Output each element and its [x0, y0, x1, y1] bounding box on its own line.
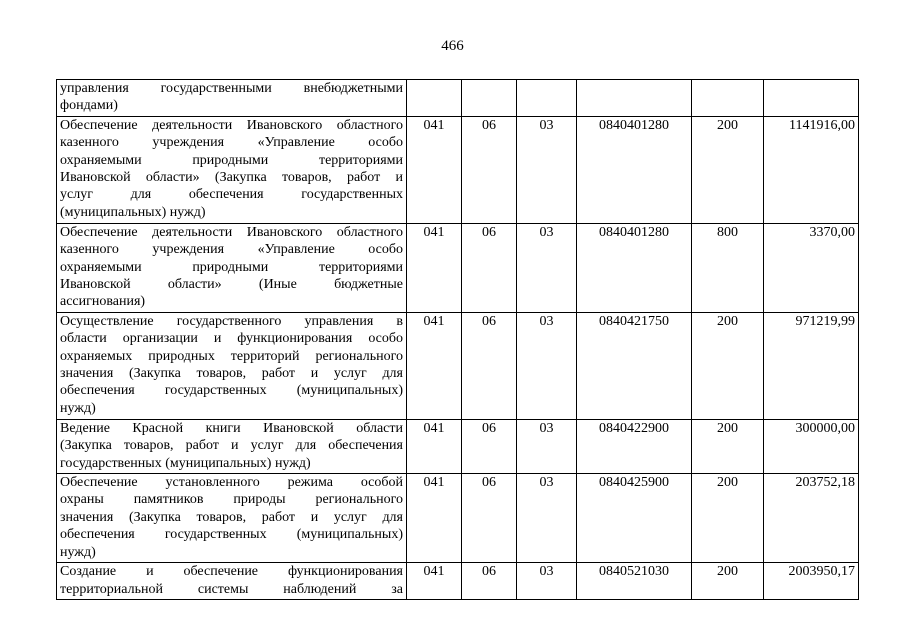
grbs-code-cell: 041 — [407, 116, 462, 223]
description-line: (Закупка товаров, работ и услуг для обеспечения — [60, 438, 403, 454]
subsection-code-cell: 03 — [517, 419, 577, 473]
grbs-code-cell — [407, 80, 462, 117]
table-row — [57, 312, 859, 419]
target-article-cell: 0840422900 — [577, 419, 692, 473]
target-article-cell — [577, 80, 692, 117]
description-line: Обеспечение установленного режима особой — [60, 475, 403, 491]
description-line: государственных (муниципальных) нужд) — [60, 455, 311, 471]
description-line: нужд) — [60, 544, 96, 560]
expense-type-cell: 200 — [692, 312, 764, 419]
amount-cell: 971219,99 — [764, 312, 859, 419]
subsection-code-cell — [517, 80, 577, 117]
expense-type-cell: 200 — [692, 563, 764, 600]
table-row — [57, 223, 859, 312]
description-line: Обеспечение деятельности Ивановского областного — [60, 117, 403, 133]
amount-cell: 300000,00 — [764, 419, 859, 473]
section-code-cell: 06 — [462, 474, 517, 563]
amount-cell — [764, 80, 859, 117]
target-article-cell: 0840421750 — [577, 312, 692, 419]
table-row — [57, 80, 859, 117]
table-body — [57, 80, 859, 600]
expense-type-cell: 200 — [692, 419, 764, 473]
table-row — [57, 419, 859, 473]
description-cell — [57, 474, 407, 563]
description-cell — [57, 223, 407, 312]
section-code-cell: 06 — [462, 116, 517, 223]
description-line: обеспечения государственных (муниципальных) — [60, 383, 403, 399]
subsection-code-cell: 03 — [517, 563, 577, 600]
target-article-cell: 0840425900 — [577, 474, 692, 563]
description-cell — [57, 419, 407, 473]
description-line: охраняемыми природными территориями — [60, 259, 403, 275]
description-line: казенного учреждения «Управление особо — [60, 135, 403, 151]
description-line: Создание и обеспечение функционирования — [60, 564, 403, 580]
amount-cell: 3370,00 — [764, 223, 859, 312]
section-code-cell — [462, 80, 517, 117]
description-cell — [57, 80, 407, 117]
description-line: услуг для обеспечения государственных — [60, 187, 403, 203]
amount-cell: 2003950,17 — [764, 563, 859, 600]
description-line: (муниципальных) нужд) — [60, 204, 206, 220]
grbs-code-cell: 041 — [407, 474, 462, 563]
subsection-code-cell: 03 — [517, 223, 577, 312]
table-row — [57, 474, 859, 563]
description-line: охраняемых природных территорий регионального — [60, 348, 403, 364]
description-cell — [57, 563, 407, 600]
description-line: охраны памятников природы регионального — [60, 492, 403, 508]
description-line: Ведение Красной книги Ивановской области — [60, 420, 403, 436]
description-line: нужд) — [60, 400, 96, 416]
description-line: казенного учреждения «Управление особо — [60, 242, 403, 258]
description-cell — [57, 312, 407, 419]
description-line: территориальной системы наблюдений за — [60, 581, 403, 597]
grbs-code-cell: 041 — [407, 312, 462, 419]
section-code-cell: 06 — [462, 563, 517, 600]
description-line: области организации и функционирования особо — [60, 331, 403, 347]
budget-table — [56, 79, 859, 600]
section-code-cell: 06 — [462, 223, 517, 312]
grbs-code-cell: 041 — [407, 223, 462, 312]
target-article-cell: 0840401280 — [577, 116, 692, 223]
section-code-cell: 06 — [462, 419, 517, 473]
section-code-cell: 06 — [462, 312, 517, 419]
amount-cell: 203752,18 — [764, 474, 859, 563]
description-line: Ивановской области» (Закупка товаров, работ и — [60, 170, 403, 186]
description-line: значения (Закупка товаров, работ и услуг для — [60, 366, 403, 382]
table-row — [57, 116, 859, 223]
expense-type-cell: 800 — [692, 223, 764, 312]
description-line: охраняемыми природными территориями — [60, 152, 403, 168]
amount-cell: 1141916,00 — [764, 116, 859, 223]
description-line: управления государственными внебюджетными — [60, 81, 403, 96]
description-line: Обеспечение деятельности Ивановского областного — [60, 224, 403, 240]
subsection-code-cell: 03 — [517, 474, 577, 563]
description-cell — [57, 116, 407, 223]
target-article-cell: 0840401280 — [577, 223, 692, 312]
subsection-code-cell: 03 — [517, 312, 577, 419]
description-line: обеспечения государственных (муниципальных) — [60, 527, 403, 543]
description-line: фондами) — [60, 98, 118, 114]
page-number: 466 — [441, 38, 464, 54]
description-line: Осуществление государственного управления в — [60, 313, 403, 329]
expense-type-cell — [692, 80, 764, 117]
grbs-code-cell: 041 — [407, 563, 462, 600]
expense-type-cell: 200 — [692, 116, 764, 223]
grbs-code-cell: 041 — [407, 419, 462, 473]
target-article-cell: 0840521030 — [577, 563, 692, 600]
description-line: Ивановской области» (Иные бюджетные — [60, 277, 403, 293]
expense-type-cell: 200 — [692, 474, 764, 563]
description-line: ассигнования) — [60, 294, 146, 310]
description-line: значения (Закупка товаров, работ и услуг для — [60, 509, 403, 525]
table-row — [57, 563, 859, 600]
subsection-code-cell: 03 — [517, 116, 577, 223]
